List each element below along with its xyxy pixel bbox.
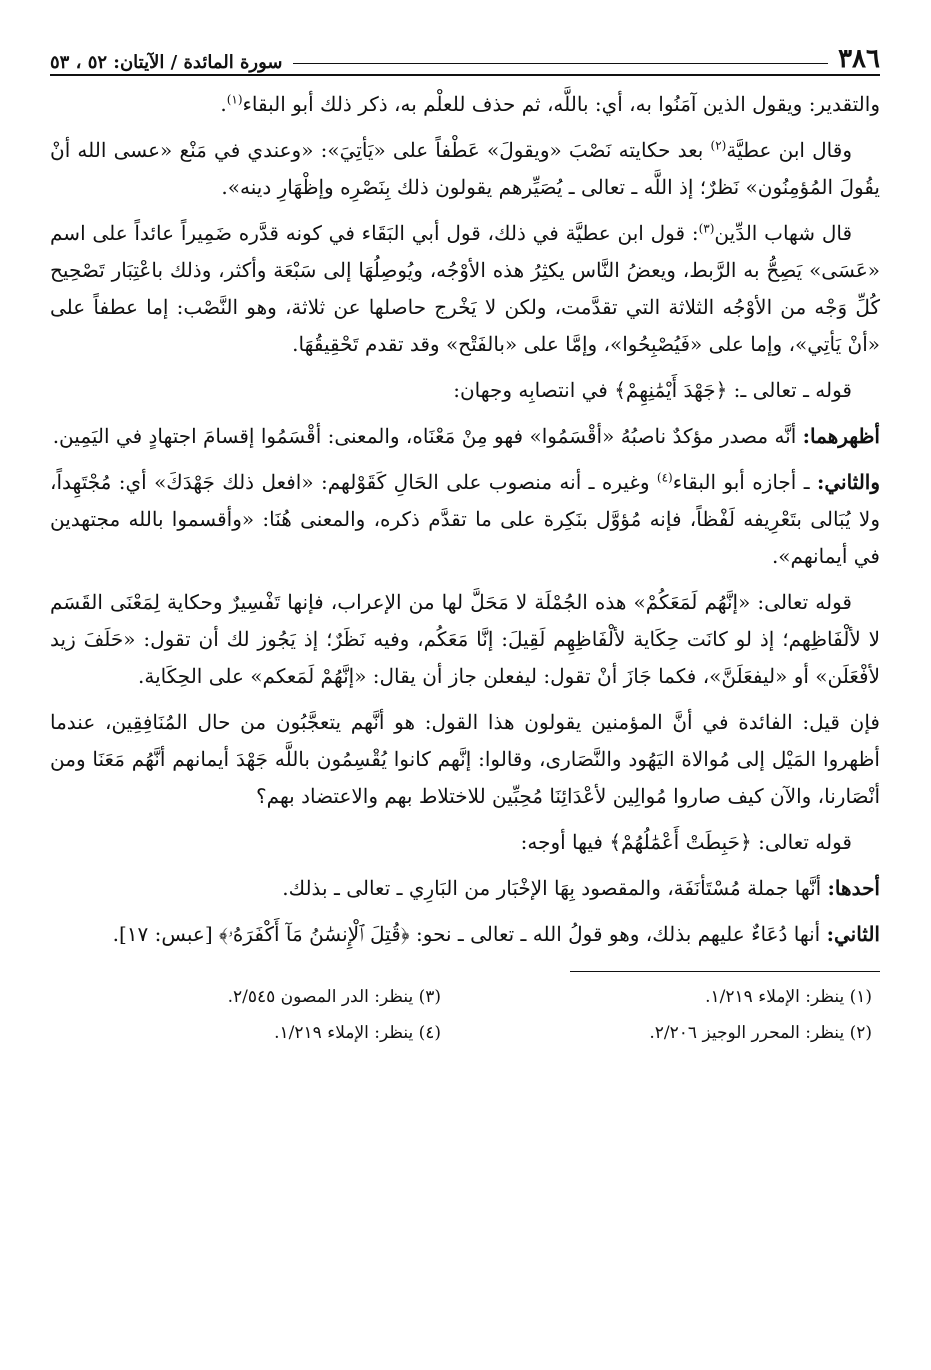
footnote-separator	[570, 971, 880, 972]
paragraph	[50, 372, 880, 409]
paragraph-text: فإن قيل: الفائدة في أنَّ المؤمنين يقولون هذا القول: هو أنَّهم يتعجَّبُون من حال المُنَافِقِين، عندما أظهروا المَيْل إلى مُوالاة اليَهُود والنَّصَارى، وقالوا: إنَّهم كانوا يُقْسِمُون باللَّه جَهْدَ أيمانهم أنَّهُم مَعَنَا ومن أنْصَارنا، والآن كيف صاروا مُوالِين لأعْدَائِنَا مُحِبِّين للاختلاط بهم والاعتضاد بهم؟	[50, 710, 880, 808]
page-number: ٣٨٦	[838, 44, 880, 74]
paragraph	[50, 215, 880, 363]
footnote-ref: (٣)	[698, 221, 715, 236]
paragraph-text: قوله تعالى: «إنَّهُم لَمَعَكُمْ» هذه الجُمْلَة لا مَحَلَّ لها من الإعراب، فإنها تَفْسِيرٌ وحكاية لِمَعْنَى القَسَم لا لألْفَاظِهم؛ إذ لو كانَت حِكَاية لألْفَاظِهِم لَقِيلَ: إنَّا مَعَكُم، وفيه نَظَرٌ؛ إذ يَجُوز لك أن تقول: «حَلَفَ زيد لأفْعَلَن» أو «ليفعَلَنَّ»، فكما جَازَ أنْ تقول: ليفعلن جاز أن يقال: «إنَّهُمْ لَمَعكم» على الحِكَاية.	[50, 590, 880, 688]
paragraph-text: ـ أجازه أبو البقاء	[672, 470, 817, 494]
paragraph-text: أنَّها جملة مُسْتَأنَفَة، والمقصود بِهَا الإخْبَار من البَارِي ـ تعالى ـ بذلك.	[282, 876, 828, 900]
paragraph	[50, 870, 880, 907]
footnote-ref: (٢)	[710, 138, 727, 153]
paragraph	[50, 86, 880, 123]
paragraph	[50, 464, 880, 575]
footnotes	[50, 984, 880, 1046]
paragraph-lead: الثاني:	[826, 922, 880, 946]
paragraph-text: أنَّه مصدر مؤكدٌ ناصبُهُ «أقْسَمُوا» فهو مِنْ مَعْنَاه، والمعنى: أقْسَمُوا إقسامَ اجتهادٍ في اليَمِين.	[52, 424, 803, 448]
header-rule	[293, 63, 829, 64]
paragraph-tail: : قول ابن عطيَّة في ذلك، قول أبي البَقَاء في كونه قدَّره ضَمِيراً عائداً على اسم «عَسَى» يَصِحُّ به الرَّبط، ويعضُ النَّاس يكثِرُ هذه الأوْجُه، ويُوصِلُهَا إلى سَبْعَة وأكثر، وذلك باعْتِبَار تَصْحِيح كُلِّ وَجْه من الأوْجُه الثلاثة التي تقدَّمت، ولكن لا يَخْرج حاصلها عن ثلاثة، وهو النَّصْب: إما عطفاً على «أنْ يَأتِي»، وإما على «فَيُصْبِحُوا»، وإمَّا على «بالفَتْح» وقد تقدم تَحْقِيقُهَا.	[50, 221, 880, 356]
paragraph	[50, 418, 880, 455]
footnote: (٣) ينظر: الدر المصون ٢/٥٤٥.	[227, 987, 441, 1007]
sura-title: سورة المائدة / الآيتان: ٥٢ ، ٥٣	[50, 52, 283, 73]
running-head	[50, 38, 880, 76]
paragraph-text: وقال ابن عطيَّة	[726, 138, 852, 162]
page	[50, 38, 880, 1046]
paragraph	[50, 916, 880, 953]
paragraph-text: أنها دُعَاءٌ عليهم بذلك، وهو قولُ الله ـ تعالى ـ نحو: ﴿قُتِلَ ٱلْإِنسَٰنُ مَآ أَكْفَرَهُۥ﴾ [عبس: ١٧].	[112, 922, 827, 946]
paragraph-text: قوله ـ تعالى ـ: ﴿جَهْدَ أَيْمَٰنِهِمْ﴾ في انتصابِه وجهان:	[453, 378, 852, 402]
paragraph-tail: بعد حكايته نَصْبَ «ويقولَ» عَطْفاً على «يَأتِيَ»: «وعندي في مَنْع «عسى الله أنْ يقُولَ المُؤمِنُون» نَظرٌ؛ إذ اللَّه ـ تعالى ـ يُصَيِّرهم يقولون ذلك بِنَصْرِه وإظْهَارِ دينه».	[50, 138, 880, 199]
paragraph-text: قوله تعالى: ﴿حَبِطَتْ أَعْمَٰلُهُمْ﴾ فيها أوجه:	[520, 830, 852, 854]
paragraph-lead: والثاني:	[816, 470, 881, 494]
paragraph-text: قال شهاب الدِّين	[714, 221, 853, 245]
paragraph	[50, 704, 880, 815]
footnote: (٤) ينظر: الإملاء ١/٢١٩.	[274, 1023, 441, 1043]
paragraph	[50, 132, 880, 206]
footnote: (٢) ينظر: المحرر الوجيز ٢/٢٠٦.	[649, 1023, 872, 1043]
paragraph	[50, 824, 880, 861]
paragraph-text: والتقدير: ويقول الذين آمَنُوا به، أي: باللَّه، ثم حذف للعلْم به، ذكر ذلك أبو البقاء	[242, 92, 880, 116]
footnote-ref: (١)	[226, 92, 243, 107]
paragraph-tail: .	[220, 92, 227, 116]
main-text	[50, 86, 880, 953]
footnote-ref: (٤)	[656, 470, 673, 485]
paragraph-lead: أحدها:	[827, 876, 880, 900]
footnote: (١) ينظر: الإملاء ١/٢١٩.	[705, 987, 872, 1007]
paragraph-tail: وغيره ـ أنه منصوب على الحَالِ كَقَوْلهم: «افعل ذلك جَهْدَكَ» أي: مُجْتَهِداً، ولا يُبَالى بتَعْرِيفه لَفْظاً، فإنه مُؤوَّل بنَكِرة على ما تقدَّم ذكره، والمعنى هُنَا: «وأقسموا بالله مجتهدين في أيمانهم».	[50, 470, 880, 568]
paragraph-lead: أظهرهما:	[802, 424, 880, 448]
paragraph	[50, 584, 880, 695]
